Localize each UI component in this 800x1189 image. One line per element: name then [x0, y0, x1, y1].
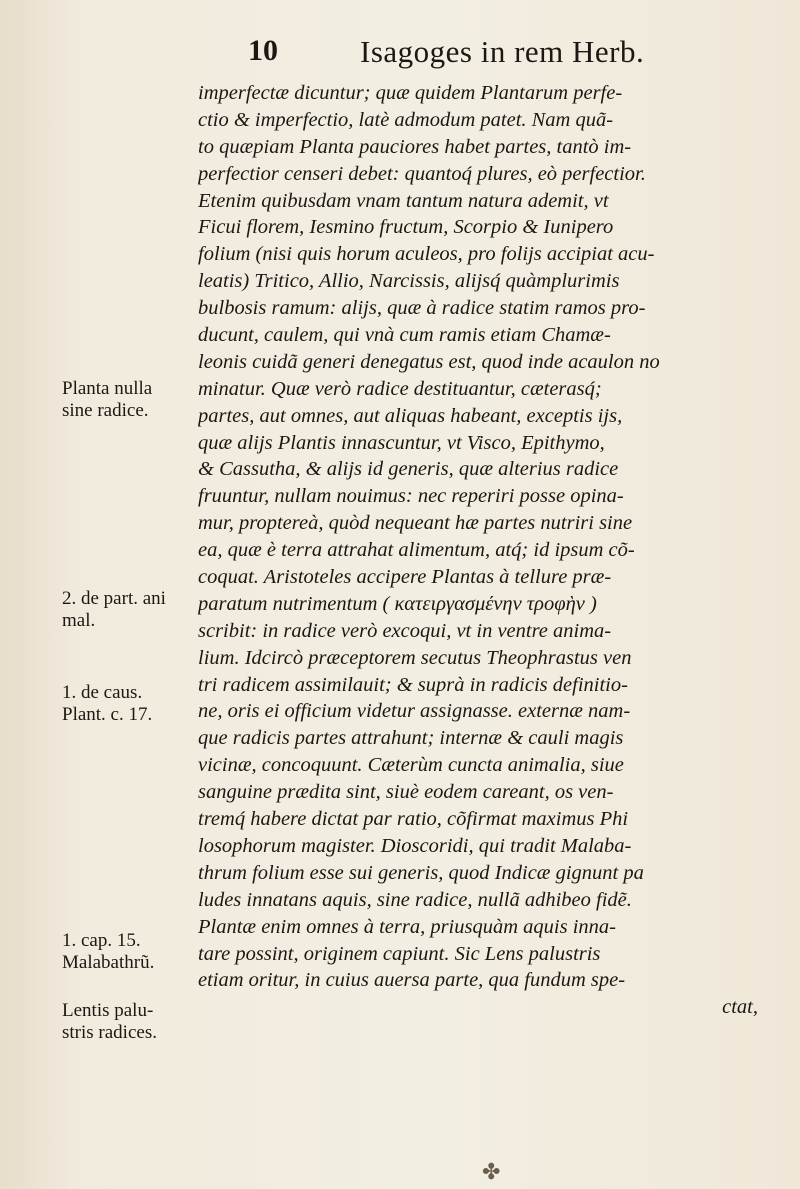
margin-note-line: Lentis palu- — [62, 1000, 154, 1021]
body-line: imperfectæ dicuntur; quæ quidem Plantarum perfe- — [198, 82, 623, 104]
body-line: lium. Idcircò præceptorem secutus Theophrastus ven — [198, 646, 632, 669]
body-line: ludes innatans aquis, sine radice, nullã adhibeo fidẽ. — [198, 888, 632, 911]
margin-note — [62, 588, 200, 632]
margin-note-line: 2. de part. ani — [62, 588, 166, 609]
body-line: tare possint, originem capiunt. Sic Lens palustris — [198, 942, 601, 965]
body-line: sanguine prædita sint, siuè eodem careant, os ven- — [198, 781, 614, 804]
body-line: & Cassutha, & alijs id generis, quæ alterius radice — [198, 458, 619, 481]
body-line: tremq́ habere dictat par ratio, cõfirmat maximus Phi — [198, 808, 629, 831]
body-line: tri radicem assimilauit; & suprà in radicis definitio- — [198, 673, 628, 696]
margin-note-line: stris radices. — [62, 1022, 157, 1043]
body-line: folium (nisi quis horum aculeos, pro folijs accipiat acu- — [198, 243, 655, 266]
body-line: scribit: in radice verò excoqui, vt in ventre anima- — [198, 619, 612, 642]
body-line: paratum nutrimentum ( κατειργασμένην τροφὴν ) — [198, 592, 597, 615]
margin-note — [62, 1000, 200, 1044]
page-number: 10 — [248, 34, 278, 67]
body-line: que radicis partes attrahunt; internæ & cauli magis — [198, 727, 624, 750]
margin-note — [62, 930, 200, 974]
body-line: vicinæ, concoquunt. Cæterùm cuncta animalia, siue — [198, 754, 624, 777]
body-line: bulbosis ramum: alijs, quæ à radice statim ramos pro- — [198, 297, 646, 320]
margin-note-line: sine radice. — [62, 400, 149, 421]
body-line: ducunt, caulem, qui vnà cum ramis etiam Chamæ- — [198, 324, 611, 347]
body-line: mur, proptereà, quòd nequeant hæ partes nutriri sine — [198, 512, 633, 535]
margin-notes — [0, 0, 200, 1189]
margin-note-line: mal. — [62, 610, 96, 631]
body-line: Plantæ enim omnes à terra, priusquàm aquis inna- — [198, 915, 616, 938]
margin-note — [62, 378, 200, 422]
body-line: losophorum magister. Dioscoridi, qui tradit Malaba- — [198, 834, 632, 857]
margin-note — [62, 682, 200, 726]
body-line: ea, quæ è terra attrahat alimentum, atq́; id ipsum cõ- — [198, 539, 635, 562]
body-line: etiam oritur, in cuius auersa parte, qua fundum spe- — [198, 969, 626, 992]
margin-note-line: 1. de caus. — [62, 682, 143, 703]
body-line: to quæpiam Planta pauciores habet partes, tantò im- — [198, 135, 632, 158]
body-line: thrum folium esse sui generis, quod Indicæ gignunt pa — [198, 861, 644, 884]
body-line: coquat. Aristoteles accipere Plantas à tellure præ- — [198, 566, 612, 589]
ornament-icon: ✤ — [482, 1160, 501, 1185]
margin-note-line: Planta nulla — [62, 378, 153, 399]
body-line: fruuntur, nullam nouimus: nec reperiri posse opina- — [198, 485, 624, 508]
body-line: Etenim quibusdam vnam tantum natura ademit, vt — [198, 189, 609, 212]
body-line: partes, aut omnes, aut aliquas habeant, exceptis ijs, — [198, 404, 623, 427]
running-head: Isagoges in rem Herb. — [360, 34, 645, 69]
body-line: ne, oris ei officium videtur assignasse. externæ nam- — [198, 700, 631, 723]
body-line: perfectior censeri debet: quantoq́ plures, eò perfectior. — [198, 162, 646, 185]
margin-note-line: Malabathrũ. — [62, 952, 155, 973]
body-line: leatis) Tritico, Allio, Narcissis, alijsq́ quàmplurimis — [198, 270, 620, 293]
body-line: Ficui florem, Iesmino fructum, Scorpio & Iunipero — [198, 216, 614, 239]
margin-note-line: Plant. c. 17. — [62, 704, 153, 725]
body-line: ctat, — [722, 996, 758, 1019]
body-line: quæ alijs Plantis innascuntur, vt Visco, Epithymo, — [198, 431, 605, 454]
body-line: minatur. Quæ verò radice destituantur, cæterasq́; — [198, 377, 602, 400]
body-line: ctio & imperfectio, latè admodum patet. Nam quã- — [198, 108, 614, 131]
body-text — [198, 80, 778, 1021]
body-line: leonis cuidã generi denegatus est, quod inde acaulon no — [198, 350, 660, 373]
margin-note-line: 1. cap. 15. — [62, 930, 141, 951]
